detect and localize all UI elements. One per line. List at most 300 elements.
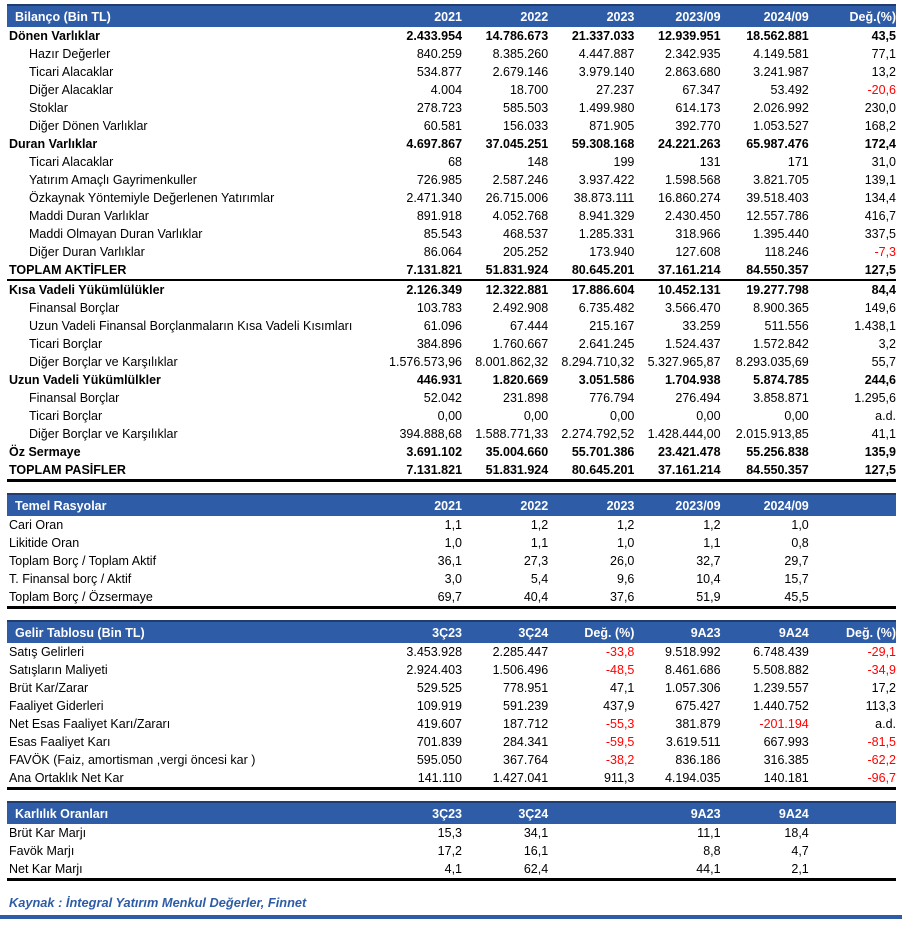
cell-value: 24.221.263 xyxy=(658,136,721,151)
row-label: Duran Varlıklar xyxy=(9,136,98,151)
cell-value: 27,3 xyxy=(523,553,549,568)
cell-value: 68 xyxy=(448,154,463,169)
column-header: Değ. (%) xyxy=(548,621,634,643)
cell-value: -33,8 xyxy=(605,644,635,659)
cell-value: 1.440.752 xyxy=(753,698,809,713)
profitability-ratios-table xyxy=(7,801,896,881)
cell-value: 2.492.908 xyxy=(492,300,549,315)
cell-value: 53.492 xyxy=(770,82,809,97)
row-label: Ticari Borçlar xyxy=(29,408,103,423)
row-label: Cari Oran xyxy=(9,517,64,532)
cell-value: 168,2 xyxy=(864,118,896,133)
cell-value: 337,5 xyxy=(864,226,896,241)
column-header: 9A24 xyxy=(721,621,809,643)
cell-value: 4,7 xyxy=(791,843,809,858)
cell-value: 1,2 xyxy=(703,517,721,532)
cell-value: 7.131.821 xyxy=(376,261,462,280)
cell-value: 55,7 xyxy=(871,354,896,369)
cell-value: 55.701.386 xyxy=(571,444,635,459)
cell-value: 0,8 xyxy=(791,535,809,550)
table-row xyxy=(7,733,896,751)
table-row xyxy=(7,153,896,171)
cell-value: 468.537 xyxy=(503,226,549,241)
cell-value: 2.863.680 xyxy=(664,64,721,79)
table-row xyxy=(7,280,896,299)
cell-value: 199 xyxy=(613,154,635,169)
cell-value: 5.874.785 xyxy=(753,372,809,387)
cell-value: 69,7 xyxy=(437,589,463,604)
row-label: Finansal Borçlar xyxy=(29,390,120,405)
cell-value: 4.149.581 xyxy=(753,46,809,61)
table-title: Bilanço (Bin TL) xyxy=(7,5,376,27)
cell-value: 911,3 xyxy=(604,770,635,785)
cell-value: 4.194.035 xyxy=(664,770,721,785)
row-label: Brüt Kar Marjı xyxy=(9,825,87,840)
row-label: Maddi Olmayan Duran Varlıklar xyxy=(29,226,203,241)
cell-value: 17,2 xyxy=(871,680,896,695)
table-row xyxy=(7,860,896,880)
cell-value: 8.293.035,69 xyxy=(735,354,809,369)
cell-value xyxy=(809,516,896,534)
table-row xyxy=(7,679,896,697)
cell-value: -62,2 xyxy=(867,752,896,767)
table-row xyxy=(7,516,896,534)
table-row xyxy=(7,117,896,135)
cell-value: 2,1 xyxy=(791,861,809,876)
row-label: Satış Gelirleri xyxy=(9,644,85,659)
cell-value: 67.347 xyxy=(682,82,721,97)
cell-value: -96,7 xyxy=(867,770,896,785)
cell-value: 1.428.444,00 xyxy=(647,426,721,441)
row-label: Yatırım Amaçlı Gayrimenkuller xyxy=(29,172,197,187)
cell-value: 446.931 xyxy=(416,372,463,387)
cell-value: 35.004.660 xyxy=(485,444,549,459)
cell-value: 84.550.357 xyxy=(746,462,809,477)
row-label: Öz Sermaye xyxy=(9,444,81,459)
cell-value: 437,9 xyxy=(603,698,635,713)
cell-value: 16.860.274 xyxy=(658,190,721,205)
cell-value: 3.858.871 xyxy=(753,390,809,405)
cell-value: 15,7 xyxy=(784,571,809,586)
table-title: Karlılık Oranları xyxy=(7,802,376,824)
cell-value: 1.588.771,33 xyxy=(475,426,549,441)
table-row xyxy=(7,425,896,443)
table-row xyxy=(7,63,896,81)
cell-value: 65.987.476 xyxy=(746,136,809,151)
cell-value: 19.277.798 xyxy=(746,282,809,297)
cell-value: 18.700 xyxy=(509,82,549,97)
column-header: 2023 xyxy=(548,494,634,516)
cell-value: 1.239.557 xyxy=(753,680,809,695)
cell-value: 18.562.881 xyxy=(746,28,809,43)
cell-value: 33.259 xyxy=(682,318,721,333)
cell-value: 276.494 xyxy=(675,390,721,405)
cell-value: 5.327.965,87 xyxy=(647,354,721,369)
cell-value: 187.712 xyxy=(503,716,549,731)
row-label: Brüt Kar/Zarar xyxy=(9,680,89,695)
row-label: Net Kar Marjı xyxy=(9,861,83,876)
table-row xyxy=(7,715,896,733)
cell-value: 215.167 xyxy=(589,318,635,333)
cell-value: -29,1 xyxy=(867,644,896,659)
table-row xyxy=(7,299,896,317)
cell-value: 8.385.260 xyxy=(492,46,549,61)
cell-value: 3.937.422 xyxy=(578,172,635,187)
cell-value: 62,4 xyxy=(523,861,549,876)
cell-value: 1.395.440 xyxy=(753,226,809,241)
cell-value: 26.715.006 xyxy=(485,190,549,205)
row-label: Faaliyet Giderleri xyxy=(9,698,104,713)
cell-value: 43,5 xyxy=(871,28,896,43)
cell-value: 8.001.862,32 xyxy=(475,354,549,369)
row-label: FAVÖK (Faiz, amortisman ,vergi öncesi kar ) xyxy=(9,752,256,767)
cell-value: 840.259 xyxy=(416,46,463,61)
row-label: Finansal Borçlar xyxy=(29,300,120,315)
cell-value: 3,0 xyxy=(444,571,463,586)
cell-value: 2.285.447 xyxy=(492,644,549,659)
table-row xyxy=(7,189,896,207)
cell-value xyxy=(548,824,634,842)
cell-value: 244,6 xyxy=(864,372,896,387)
table-row xyxy=(7,225,896,243)
cell-value: 44,1 xyxy=(696,861,721,876)
cell-value: 51.831.924 xyxy=(485,462,549,477)
table-row xyxy=(7,261,896,280)
cell-value xyxy=(809,860,896,880)
column-header: 2023/09 xyxy=(634,494,720,516)
table-row xyxy=(7,99,896,117)
cell-value: 3.566.470 xyxy=(664,300,721,315)
row-label: T. Finansal borç / Aktif xyxy=(9,571,132,586)
cell-value: 37.161.214 xyxy=(634,261,720,280)
cell-value: 15,3 xyxy=(437,825,463,840)
cell-value: 31,0 xyxy=(871,154,896,169)
table-row xyxy=(7,842,896,860)
cell-value: 171 xyxy=(787,154,809,169)
cell-value: 109.919 xyxy=(416,698,463,713)
column-header: 9A23 xyxy=(634,802,720,824)
column-header: Değ. (%) xyxy=(809,621,896,643)
cell-value: 0,00 xyxy=(523,408,549,423)
cell-value: 127,5 xyxy=(864,462,896,477)
cell-value: 4.052.768 xyxy=(492,208,549,223)
row-label: Diğer Dönen Varlıklar xyxy=(29,118,148,133)
table-row xyxy=(7,588,896,608)
table-row xyxy=(7,643,896,661)
column-header: 2023 xyxy=(548,5,634,27)
table-row xyxy=(7,443,896,461)
cell-value: 1,2 xyxy=(530,517,549,532)
cell-value: 84.550.357 xyxy=(721,261,809,280)
column-header xyxy=(809,494,896,516)
cell-value: 8.461.686 xyxy=(664,662,721,677)
column-header xyxy=(548,802,634,824)
cell-value: 0,00 xyxy=(784,408,809,423)
row-label: Maddi Duran Varlıklar xyxy=(29,208,149,223)
cell-value: 37.045.251 xyxy=(485,136,549,151)
cell-value: 2.342.935 xyxy=(664,46,721,61)
column-header: 2022 xyxy=(462,494,548,516)
column-header: 2024/09 xyxy=(721,494,809,516)
table-row xyxy=(7,697,896,715)
cell-value: 37,6 xyxy=(610,589,635,604)
cell-value: 41,1 xyxy=(871,426,896,441)
cell-value: 2.015.913,85 xyxy=(735,426,809,441)
cell-value: 80.645.201 xyxy=(548,261,634,280)
cell-value: 3.619.511 xyxy=(665,734,721,749)
table-row xyxy=(7,552,896,570)
cell-value: 7.131.821 xyxy=(406,462,463,477)
cell-value: 726.985 xyxy=(416,172,463,187)
row-label: TOPLAM PASİFLER xyxy=(9,462,126,477)
cell-value: 139,1 xyxy=(864,172,896,187)
cell-value: 85.543 xyxy=(423,226,463,241)
cell-value: 172,4 xyxy=(864,136,896,151)
table-title: Temel Rasyolar xyxy=(7,494,376,516)
cell-value: 51.831.924 xyxy=(462,261,548,280)
cell-value: 60.581 xyxy=(423,118,463,133)
table-row xyxy=(7,171,896,189)
cell-value: 18,4 xyxy=(784,825,809,840)
cell-value: 3.821.705 xyxy=(753,172,809,187)
cell-value: 26,0 xyxy=(610,553,635,568)
cell-value: 231.898 xyxy=(503,390,549,405)
cell-value: -55,3 xyxy=(605,716,635,731)
row-label: Dönen Varlıklar xyxy=(9,28,101,43)
cell-value: 149,6 xyxy=(864,300,896,315)
cell-value xyxy=(548,860,634,880)
table-row xyxy=(7,461,896,481)
cell-value: 141.110 xyxy=(417,770,463,785)
cell-value xyxy=(809,588,896,608)
column-header: 9A23 xyxy=(634,621,720,643)
cell-value: -201.194 xyxy=(759,716,809,731)
cell-value: 34,1 xyxy=(523,825,549,840)
cell-value: 316.385 xyxy=(763,752,809,767)
cell-value: 1.295,6 xyxy=(854,390,896,405)
cell-value: 27.237 xyxy=(596,82,635,97)
table-row xyxy=(7,27,896,45)
table-row xyxy=(7,407,896,425)
cell-value: 419.607 xyxy=(416,716,463,731)
cell-value: 1.598.568 xyxy=(664,172,721,187)
cell-value: 67.444 xyxy=(509,318,549,333)
cell-value: 84,4 xyxy=(871,282,896,297)
cell-value: 1.704.938 xyxy=(664,372,721,387)
cell-value: 778.951 xyxy=(503,680,549,695)
table-row xyxy=(7,135,896,153)
row-label: Uzun Vadeli Finansal Borçlanmaların Kısa Vadeli Kısımları xyxy=(29,318,353,333)
cell-value: 392.770 xyxy=(675,118,721,133)
cell-value xyxy=(548,842,634,860)
column-header: 2022 xyxy=(462,5,548,27)
cell-value: 40,4 xyxy=(523,589,549,604)
cell-value: 17.886.604 xyxy=(571,282,635,297)
cell-value: -38,2 xyxy=(605,752,635,767)
cell-value: 416,7 xyxy=(864,208,896,223)
cell-value: 2.587.246 xyxy=(492,172,549,187)
table-row xyxy=(7,45,896,63)
cell-value: 38.873.111 xyxy=(573,190,635,205)
cell-value: 2.433.954 xyxy=(406,28,463,43)
cell-value: 127,5 xyxy=(809,261,896,280)
cell-value: 45,5 xyxy=(784,589,809,604)
cell-value: 47,1 xyxy=(610,680,635,695)
table-row xyxy=(7,207,896,225)
cell-value: 36,1 xyxy=(437,553,463,568)
cell-value: 1.760.667 xyxy=(492,336,549,351)
cell-value: 6.735.482 xyxy=(578,300,635,315)
cell-value: 534.877 xyxy=(416,64,463,79)
row-label: Diğer Borçlar ve Karşılıklar xyxy=(29,426,178,441)
row-label: Toplam Borç / Toplam Aktif xyxy=(9,553,157,568)
cell-value: 12.939.951 xyxy=(658,28,721,43)
column-header: 3Ç23 xyxy=(376,621,462,643)
cell-value: 140.181 xyxy=(763,770,809,785)
cell-value: 3,2 xyxy=(878,336,896,351)
row-label: Toplam Borç / Özsermaye xyxy=(9,589,153,604)
cell-value: 5,4 xyxy=(530,571,549,586)
cell-value: 51,9 xyxy=(696,589,721,604)
cell-value: 113,3 xyxy=(865,698,896,713)
cell-value: 8.941.329 xyxy=(578,208,635,223)
cell-value: 118.246 xyxy=(764,244,809,259)
row-label: Ana Ortaklık Net Kar xyxy=(9,770,124,785)
cell-value: 80.645.201 xyxy=(571,462,635,477)
cell-value: 1,1 xyxy=(703,535,721,550)
table-row xyxy=(7,243,896,261)
cell-value: 32,7 xyxy=(696,553,721,568)
column-header: 3Ç24 xyxy=(462,621,548,643)
cell-value: 871.905 xyxy=(589,118,635,133)
cell-value: 1.499.980 xyxy=(578,100,635,115)
table-row xyxy=(7,81,896,99)
column-header: 2023/09 xyxy=(634,5,720,27)
cell-value: 1,2 xyxy=(617,517,635,532)
table-row xyxy=(7,317,896,335)
cell-value: 278.723 xyxy=(416,100,463,115)
cell-value: 1,1 xyxy=(444,517,463,532)
cell-value: 667.993 xyxy=(763,734,809,749)
key-ratios-table xyxy=(7,493,896,609)
column-header: 2024/09 xyxy=(721,5,809,27)
cell-value: 511.556 xyxy=(764,318,809,333)
row-label: Hazır Değerler xyxy=(29,46,111,61)
table-row xyxy=(7,371,896,389)
cell-value: 0,00 xyxy=(437,408,463,423)
cell-value: 318.966 xyxy=(675,226,721,241)
row-label: Ticari Alacaklar xyxy=(29,154,114,169)
cell-value: 1,0 xyxy=(444,535,463,550)
cell-value: 891.918 xyxy=(416,208,463,223)
cell-value: -34,9 xyxy=(867,662,896,677)
cell-value: 836.186 xyxy=(675,752,721,767)
cell-value: 3.453.928 xyxy=(406,644,463,659)
row-label: Diğer Alacaklar xyxy=(29,82,114,97)
cell-value: 23.421.478 xyxy=(658,444,721,459)
cell-value: 1,0 xyxy=(791,517,809,532)
cell-value: 6.748.439 xyxy=(753,644,809,659)
cell-value: 5.508.882 xyxy=(753,662,809,677)
cell-value: 591.239 xyxy=(503,698,549,713)
cell-value: 1,0 xyxy=(617,535,635,550)
column-header: 3Ç24 xyxy=(462,802,548,824)
table-row xyxy=(7,534,896,552)
cell-value: 8.900.365 xyxy=(753,300,809,315)
cell-value: 1.427.041 xyxy=(492,770,549,785)
cell-value: 2.679.146 xyxy=(492,64,549,79)
cell-value: 701.839 xyxy=(416,734,463,749)
cell-value: 16,1 xyxy=(523,843,549,858)
cell-value xyxy=(809,552,896,570)
cell-value: 1.053.527 xyxy=(753,118,809,133)
cell-value xyxy=(809,842,896,860)
table-row xyxy=(7,769,896,789)
cell-value xyxy=(809,824,896,842)
cell-value: 12.557.786 xyxy=(746,208,809,223)
income-statement-table xyxy=(7,620,896,790)
cell-value: 14.786.673 xyxy=(485,28,549,43)
cell-value: 103.783 xyxy=(416,300,463,315)
cell-value: 9,6 xyxy=(617,571,635,586)
cell-value: 1.057.306 xyxy=(664,680,721,695)
cell-value: 614.173 xyxy=(675,100,721,115)
row-label: Diğer Borçlar ve Karşılıklar xyxy=(29,354,178,369)
table-row xyxy=(7,824,896,842)
cell-value: 384.896 xyxy=(416,336,463,351)
row-label: Diğer Duran Varlıklar xyxy=(29,244,145,259)
cell-value: 2.430.450 xyxy=(664,208,721,223)
cell-value: 3.241.987 xyxy=(753,64,809,79)
cell-value: 86.064 xyxy=(423,244,463,259)
cell-value: 2.026.992 xyxy=(753,100,809,115)
cell-value xyxy=(809,534,896,552)
cell-value: 10,4 xyxy=(696,571,721,586)
cell-value: 52.042 xyxy=(423,390,463,405)
table-row xyxy=(7,570,896,588)
cell-value: 205.252 xyxy=(503,244,549,259)
table-row xyxy=(7,335,896,353)
row-label: Uzun Vadeli Yükümlülkler xyxy=(9,372,161,387)
cell-value: -81,5 xyxy=(867,734,896,749)
cell-value: 0,00 xyxy=(610,408,635,423)
cell-value: 39.518.403 xyxy=(746,190,809,205)
cell-value: -20,6 xyxy=(867,82,896,97)
cell-value: 21.337.033 xyxy=(571,28,635,43)
cell-value: 1.285.331 xyxy=(578,226,635,241)
cell-value: 675.427 xyxy=(675,698,721,713)
cell-value: 11,1 xyxy=(697,825,721,840)
cell-value: 529.525 xyxy=(416,680,463,695)
row-label: Özkaynak Yöntemiyle Değerlenen Yatırımlar xyxy=(29,190,275,205)
cell-value: 17,2 xyxy=(437,843,463,858)
cell-value: 1.438,1 xyxy=(854,318,896,333)
cell-value: 3.051.586 xyxy=(578,372,635,387)
cell-value: 1.524.437 xyxy=(664,336,721,351)
row-label: Likitide Oran xyxy=(9,535,80,550)
cell-value: -7,3 xyxy=(874,244,896,259)
cell-value: 8.294.710,32 xyxy=(561,354,635,369)
row-label: Favök Marjı xyxy=(9,843,75,858)
cell-value: 3.979.140 xyxy=(578,64,635,79)
cell-value: 4.004 xyxy=(430,82,463,97)
row-label: Satışların Maliyeti xyxy=(9,662,108,677)
cell-value: 173.940 xyxy=(589,244,635,259)
cell-value: 381.879 xyxy=(675,716,721,731)
cell-value: 2.471.340 xyxy=(406,190,463,205)
cell-value xyxy=(809,570,896,588)
column-header: Değ.(%) xyxy=(809,5,896,27)
